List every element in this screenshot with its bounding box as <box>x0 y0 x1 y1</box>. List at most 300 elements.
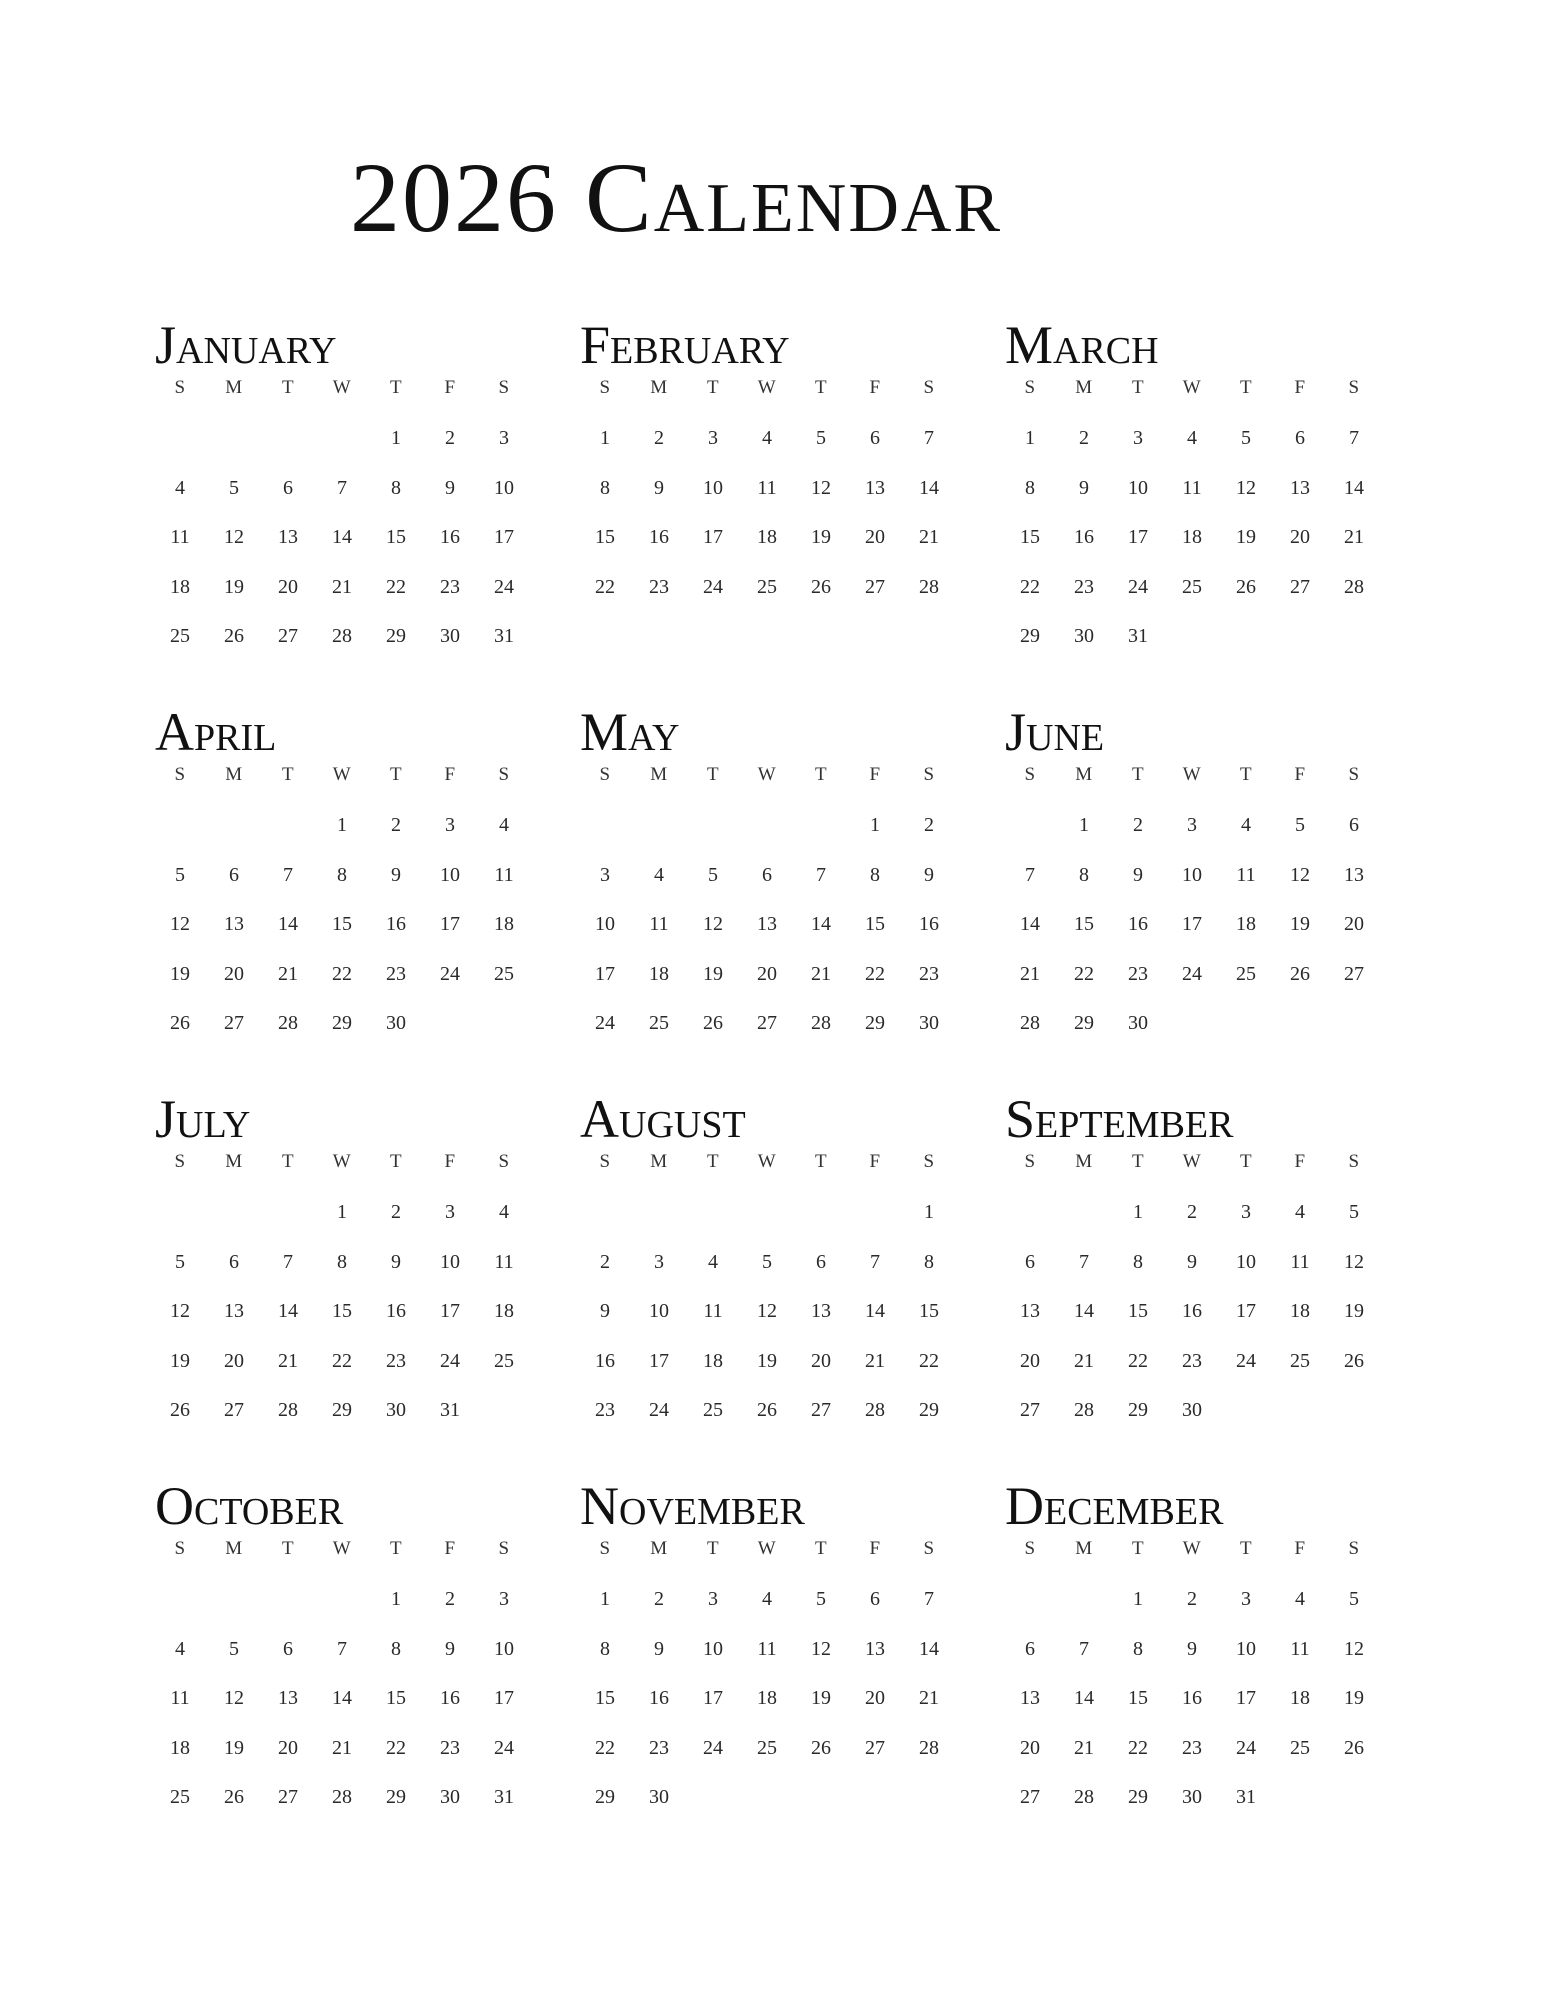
date-cell: 28 <box>1020 1012 1040 1034</box>
date-cell: 17 <box>440 1300 460 1322</box>
date-cell: 6 <box>1295 427 1305 449</box>
date-cell: 2 <box>924 814 934 836</box>
date-cell: 16 <box>1182 1300 1202 1322</box>
weekday-header: T <box>389 377 403 398</box>
date-cell: 5 <box>175 1250 185 1273</box>
date-cell: 22 <box>595 1736 615 1759</box>
date-cell: 18 <box>703 1349 723 1372</box>
date-cell: 9 <box>1187 1250 1197 1273</box>
date-cell: 19 <box>1236 526 1256 548</box>
weekday-header: S <box>599 764 611 785</box>
date-cell: 7 <box>816 863 826 886</box>
date-cell: 25 <box>649 1012 669 1034</box>
date-cell: 23 <box>1182 1349 1202 1372</box>
date-cell: 22 <box>1128 1349 1148 1372</box>
date-cell: 7 <box>924 427 934 449</box>
date-cell: 13 <box>278 526 298 548</box>
month-october <box>155 1476 575 1859</box>
weekday-header: S <box>174 764 186 785</box>
date-cell: 25 <box>170 625 190 647</box>
date-cell: 5 <box>1349 1201 1359 1223</box>
weekday-header: T <box>1239 764 1253 785</box>
date-cell: 3 <box>1133 427 1143 449</box>
date-cell: 11 <box>170 1687 190 1709</box>
date-cell: 6 <box>229 863 239 886</box>
date-cell: 1 <box>600 427 610 449</box>
date-cell: 14 <box>332 526 352 548</box>
weekday-header: S <box>599 1538 611 1559</box>
date-cell: 2 <box>1079 427 1089 449</box>
month-name: August <box>580 1089 746 1149</box>
weekday-header: T <box>281 377 295 398</box>
weekday-header: T <box>1239 1538 1253 1559</box>
date-cell: 27 <box>865 575 885 598</box>
weekday-header: S <box>1024 1151 1036 1172</box>
weekday-header: T <box>1239 1151 1253 1172</box>
date-cell: 5 <box>816 427 826 449</box>
date-cell: 22 <box>1074 962 1094 985</box>
date-cell: 9 <box>445 476 455 499</box>
date-cell: 29 <box>386 625 406 647</box>
date-cell: 22 <box>386 575 406 598</box>
date-cell: 30 <box>1074 625 1094 647</box>
date-cell: 16 <box>1128 913 1148 935</box>
date-cell: 9 <box>391 1250 401 1273</box>
weekday-header: M <box>1075 1151 1093 1172</box>
date-cell: 21 <box>332 575 352 598</box>
date-cell: 17 <box>649 1349 669 1372</box>
weekday-header: W <box>1182 764 1202 785</box>
date-cell: 23 <box>595 1399 615 1421</box>
date-cell: 10 <box>703 1637 723 1660</box>
date-cell: 15 <box>1128 1687 1148 1709</box>
date-cell: 23 <box>386 962 406 985</box>
date-cell: 9 <box>654 1637 664 1660</box>
date-cell: 7 <box>1349 427 1359 449</box>
weekday-header: T <box>706 377 720 398</box>
weekday-header: F <box>444 377 456 398</box>
date-cell: 25 <box>1236 962 1256 985</box>
month-june <box>1005 702 1425 1085</box>
date-cell: 19 <box>170 1349 190 1372</box>
date-cell: 7 <box>1079 1637 1089 1660</box>
date-cell: 7 <box>283 1250 293 1273</box>
date-cell: 14 <box>1020 913 1040 935</box>
date-cell: 27 <box>278 625 298 647</box>
date-cell: 18 <box>494 1300 514 1322</box>
date-cell: 14 <box>919 1637 939 1660</box>
date-cell: 15 <box>386 1687 406 1709</box>
date-cell: 20 <box>811 1349 831 1372</box>
date-cell: 12 <box>224 526 244 548</box>
date-cell: 16 <box>1074 526 1094 548</box>
weekday-header: S <box>1348 764 1360 785</box>
date-cell: 7 <box>870 1250 880 1273</box>
date-cell: 20 <box>1344 913 1364 935</box>
weekday-header: F <box>1294 764 1306 785</box>
date-cell: 26 <box>224 625 244 647</box>
month-september <box>1005 1089 1425 1472</box>
date-cell: 27 <box>811 1399 831 1421</box>
date-cell: 16 <box>1182 1687 1202 1709</box>
date-cell: 18 <box>1182 526 1202 548</box>
date-cell: 5 <box>762 1250 772 1273</box>
date-cell: 17 <box>1236 1300 1256 1322</box>
date-cell: 17 <box>595 962 615 985</box>
date-cell: 8 <box>600 1637 610 1660</box>
weekday-header: M <box>1075 1538 1093 1559</box>
date-cell: 28 <box>332 1786 352 1808</box>
date-cell: 27 <box>224 1399 244 1421</box>
date-cell: 18 <box>757 526 777 548</box>
weekday-header: S <box>923 377 935 398</box>
date-cell: 4 <box>708 1250 718 1273</box>
date-cell: 6 <box>229 1250 239 1273</box>
date-cell: 22 <box>386 1736 406 1759</box>
date-cell: 15 <box>386 526 406 548</box>
date-cell: 3 <box>654 1250 664 1273</box>
date-cell: 20 <box>1020 1736 1040 1759</box>
date-cell: 20 <box>1290 526 1310 548</box>
date-cell: 28 <box>278 1012 298 1034</box>
date-cell: 12 <box>811 476 831 499</box>
date-cell: 7 <box>1079 1250 1089 1273</box>
date-cell: 17 <box>494 526 514 548</box>
date-cell: 6 <box>1025 1637 1035 1660</box>
date-cell: 14 <box>865 1300 885 1322</box>
date-cell: 21 <box>1074 1736 1094 1759</box>
date-cell: 5 <box>1241 427 1251 449</box>
date-cell: 30 <box>649 1786 669 1808</box>
date-cell: 30 <box>919 1012 939 1034</box>
date-cell: 3 <box>1187 814 1197 836</box>
weekday-header: T <box>389 1151 403 1172</box>
weekday-header: T <box>814 764 828 785</box>
date-cell: 2 <box>391 814 401 836</box>
date-cell: 8 <box>337 1250 347 1273</box>
date-cell: 16 <box>440 526 460 548</box>
date-cell: 24 <box>494 1736 514 1759</box>
date-cell: 29 <box>332 1399 352 1421</box>
date-cell: 20 <box>757 962 777 985</box>
month-name: June <box>1005 702 1105 762</box>
date-cell: 30 <box>1182 1786 1202 1808</box>
date-cell: 8 <box>1025 476 1035 499</box>
date-cell: 6 <box>870 427 880 449</box>
date-cell: 15 <box>919 1300 939 1322</box>
date-cell: 28 <box>919 575 939 598</box>
date-cell: 31 <box>1128 625 1148 647</box>
date-cell: 17 <box>1128 526 1148 548</box>
weekday-header: S <box>1024 377 1036 398</box>
date-cell: 30 <box>386 1399 406 1421</box>
date-cell: 24 <box>649 1399 669 1421</box>
date-cell: 25 <box>703 1399 723 1421</box>
date-cell: 17 <box>494 1687 514 1709</box>
date-cell: 8 <box>1079 863 1089 886</box>
date-cell: 19 <box>703 962 723 985</box>
date-cell: 6 <box>283 1637 293 1660</box>
date-cell: 8 <box>1133 1637 1143 1660</box>
date-cell: 11 <box>649 913 669 935</box>
date-cell: 14 <box>332 1687 352 1709</box>
date-cell: 15 <box>595 1687 615 1709</box>
month-name: February <box>580 315 790 375</box>
date-cell: 20 <box>224 1349 244 1372</box>
date-cell: 25 <box>170 1786 190 1808</box>
date-cell: 8 <box>870 863 880 886</box>
date-cell: 29 <box>595 1786 615 1808</box>
date-cell: 20 <box>865 526 885 548</box>
date-cell: 26 <box>811 575 831 598</box>
date-cell: 6 <box>762 863 772 886</box>
weekday-header: W <box>1182 377 1202 398</box>
date-cell: 27 <box>757 1012 777 1034</box>
date-cell: 18 <box>1290 1300 1310 1322</box>
date-cell: 21 <box>919 1687 939 1709</box>
date-cell: 6 <box>283 476 293 499</box>
date-cell: 11 <box>494 863 514 886</box>
weekday-header: M <box>225 1538 243 1559</box>
date-cell: 25 <box>1182 575 1202 598</box>
date-cell: 21 <box>278 962 298 985</box>
date-cell: 7 <box>924 1588 934 1610</box>
date-cell: 1 <box>1025 427 1035 449</box>
date-cell: 5 <box>1349 1588 1359 1610</box>
date-cell: 7 <box>283 863 293 886</box>
date-cell: 12 <box>224 1687 244 1709</box>
date-cell: 11 <box>703 1300 723 1322</box>
weekday-header: M <box>225 377 243 398</box>
date-cell: 7 <box>337 476 347 499</box>
date-cell: 1 <box>1133 1588 1143 1610</box>
date-cell: 19 <box>224 575 244 598</box>
date-cell: 20 <box>278 1736 298 1759</box>
weekday-header: T <box>1239 377 1253 398</box>
date-cell: 1 <box>1133 1201 1143 1223</box>
date-cell: 27 <box>278 1786 298 1808</box>
date-cell: 3 <box>708 427 718 449</box>
date-cell: 3 <box>1241 1201 1251 1223</box>
date-cell: 7 <box>1025 863 1035 886</box>
date-cell: 31 <box>1236 1786 1256 1808</box>
date-cell: 18 <box>170 575 190 598</box>
date-cell: 5 <box>175 863 185 886</box>
weekday-header: W <box>332 1151 352 1172</box>
date-cell: 11 <box>757 1637 777 1660</box>
date-cell: 14 <box>919 476 939 499</box>
date-cell: 10 <box>703 476 723 499</box>
date-cell: 11 <box>1236 863 1256 886</box>
date-cell: 13 <box>1020 1300 1040 1322</box>
date-cell: 12 <box>1236 476 1256 499</box>
date-cell: 28 <box>278 1399 298 1421</box>
date-cell: 16 <box>649 526 669 548</box>
weekday-header: W <box>1182 1151 1202 1172</box>
date-cell: 23 <box>1074 575 1094 598</box>
date-cell: 5 <box>708 863 718 886</box>
weekday-header: W <box>757 764 777 785</box>
date-cell: 4 <box>1241 814 1251 836</box>
date-cell: 22 <box>1128 1736 1148 1759</box>
weekday-header: S <box>174 377 186 398</box>
date-cell: 25 <box>494 1349 514 1372</box>
date-cell: 10 <box>649 1300 669 1322</box>
date-cell: 13 <box>1344 863 1364 886</box>
date-cell: 28 <box>811 1012 831 1034</box>
weekday-header: M <box>650 764 668 785</box>
weekday-header: T <box>1131 764 1145 785</box>
date-cell: 7 <box>337 1637 347 1660</box>
date-cell: 6 <box>870 1588 880 1610</box>
weekday-header: W <box>757 1151 777 1172</box>
month-july <box>155 1089 575 1472</box>
date-cell: 24 <box>440 1349 460 1372</box>
date-cell: 14 <box>1074 1687 1094 1709</box>
date-cell: 13 <box>865 1637 885 1660</box>
date-cell: 25 <box>1290 1736 1310 1759</box>
weekday-header: W <box>332 377 352 398</box>
weekday-header: W <box>757 377 777 398</box>
weekday-header: S <box>599 377 611 398</box>
date-cell: 2 <box>445 1588 455 1610</box>
date-cell: 28 <box>919 1736 939 1759</box>
date-cell: 18 <box>494 913 514 935</box>
date-cell: 24 <box>703 575 723 598</box>
date-cell: 18 <box>1290 1687 1310 1709</box>
date-cell: 3 <box>499 1588 509 1610</box>
date-cell: 9 <box>391 863 401 886</box>
month-name: September <box>1005 1089 1234 1149</box>
date-cell: 28 <box>1074 1786 1094 1808</box>
date-cell: 24 <box>1182 962 1202 985</box>
date-cell: 21 <box>332 1736 352 1759</box>
date-cell: 6 <box>816 1250 826 1273</box>
date-cell: 13 <box>224 1300 244 1322</box>
page-title: 2026 Calendar <box>350 142 1003 253</box>
date-cell: 4 <box>1295 1588 1305 1610</box>
date-cell: 15 <box>865 913 885 935</box>
date-cell: 24 <box>595 1012 615 1034</box>
date-cell: 30 <box>440 1786 460 1808</box>
date-cell: 28 <box>1074 1399 1094 1421</box>
date-cell: 6 <box>1025 1250 1035 1273</box>
date-cell: 23 <box>386 1349 406 1372</box>
date-cell: 2 <box>1187 1201 1197 1223</box>
date-cell: 30 <box>1182 1399 1202 1421</box>
month-august <box>580 1089 1000 1472</box>
weekday-header: S <box>1024 764 1036 785</box>
date-cell: 26 <box>1290 962 1310 985</box>
date-cell: 4 <box>1187 427 1197 449</box>
date-cell: 3 <box>445 1201 455 1223</box>
date-cell: 29 <box>332 1012 352 1034</box>
weekday-header: W <box>332 1538 352 1559</box>
month-march <box>1005 315 1425 698</box>
date-cell: 24 <box>440 962 460 985</box>
date-cell: 2 <box>1133 814 1143 836</box>
date-cell: 24 <box>494 575 514 598</box>
date-cell: 11 <box>1182 476 1202 499</box>
weekday-header: M <box>1075 377 1093 398</box>
weekday-header: W <box>1182 1538 1202 1559</box>
date-cell: 2 <box>1187 1588 1197 1610</box>
date-cell: 9 <box>1187 1637 1197 1660</box>
date-cell: 16 <box>919 913 939 935</box>
weekday-header: T <box>814 377 828 398</box>
date-cell: 1 <box>391 1588 401 1610</box>
weekday-header: S <box>923 764 935 785</box>
date-cell: 19 <box>811 526 831 548</box>
month-name: January <box>155 315 337 375</box>
date-cell: 12 <box>1290 863 1310 886</box>
date-cell: 19 <box>224 1736 244 1759</box>
date-cell: 26 <box>811 1736 831 1759</box>
date-cell: 29 <box>865 1012 885 1034</box>
date-cell: 12 <box>170 913 190 935</box>
date-cell: 13 <box>757 913 777 935</box>
date-cell: 11 <box>494 1250 514 1273</box>
date-cell: 9 <box>1133 863 1143 886</box>
date-cell: 29 <box>1020 625 1040 647</box>
weekday-header: S <box>174 1151 186 1172</box>
date-cell: 26 <box>703 1012 723 1034</box>
date-cell: 17 <box>440 913 460 935</box>
date-cell: 23 <box>1128 962 1148 985</box>
date-cell: 26 <box>170 1012 190 1034</box>
date-cell: 27 <box>224 1012 244 1034</box>
date-cell: 20 <box>1020 1349 1040 1372</box>
date-cell: 21 <box>278 1349 298 1372</box>
weekday-header: S <box>1024 1538 1036 1559</box>
date-cell: 9 <box>1079 476 1089 499</box>
date-cell: 27 <box>1020 1786 1040 1808</box>
weekday-header: T <box>389 1538 403 1559</box>
date-cell: 16 <box>386 1300 406 1322</box>
weekday-header: T <box>814 1538 828 1559</box>
date-cell: 19 <box>1344 1687 1364 1709</box>
date-cell: 2 <box>654 1588 664 1610</box>
weekday-header: T <box>1131 377 1145 398</box>
month-april <box>155 702 575 1085</box>
date-cell: 28 <box>865 1399 885 1421</box>
month-name: July <box>155 1089 251 1149</box>
date-cell: 14 <box>1344 476 1364 499</box>
date-cell: 10 <box>1236 1250 1256 1273</box>
weekday-header: T <box>1131 1538 1145 1559</box>
date-cell: 24 <box>1128 575 1148 598</box>
weekday-header: T <box>1131 1151 1145 1172</box>
date-cell: 30 <box>440 625 460 647</box>
date-cell: 29 <box>1128 1786 1148 1808</box>
date-cell: 16 <box>386 913 406 935</box>
weekday-header: S <box>1348 1538 1360 1559</box>
date-cell: 8 <box>600 476 610 499</box>
date-cell: 12 <box>1344 1637 1364 1660</box>
weekday-header: M <box>650 1538 668 1559</box>
date-cell: 26 <box>1344 1349 1364 1372</box>
date-cell: 19 <box>811 1687 831 1709</box>
date-cell: 10 <box>440 1250 460 1273</box>
date-cell: 2 <box>445 427 455 449</box>
date-cell: 3 <box>445 814 455 836</box>
date-cell: 15 <box>1020 526 1040 548</box>
date-cell: 23 <box>649 575 669 598</box>
weekday-header: M <box>225 1151 243 1172</box>
date-cell: 25 <box>494 962 514 985</box>
date-cell: 20 <box>224 962 244 985</box>
date-cell: 15 <box>332 913 352 935</box>
